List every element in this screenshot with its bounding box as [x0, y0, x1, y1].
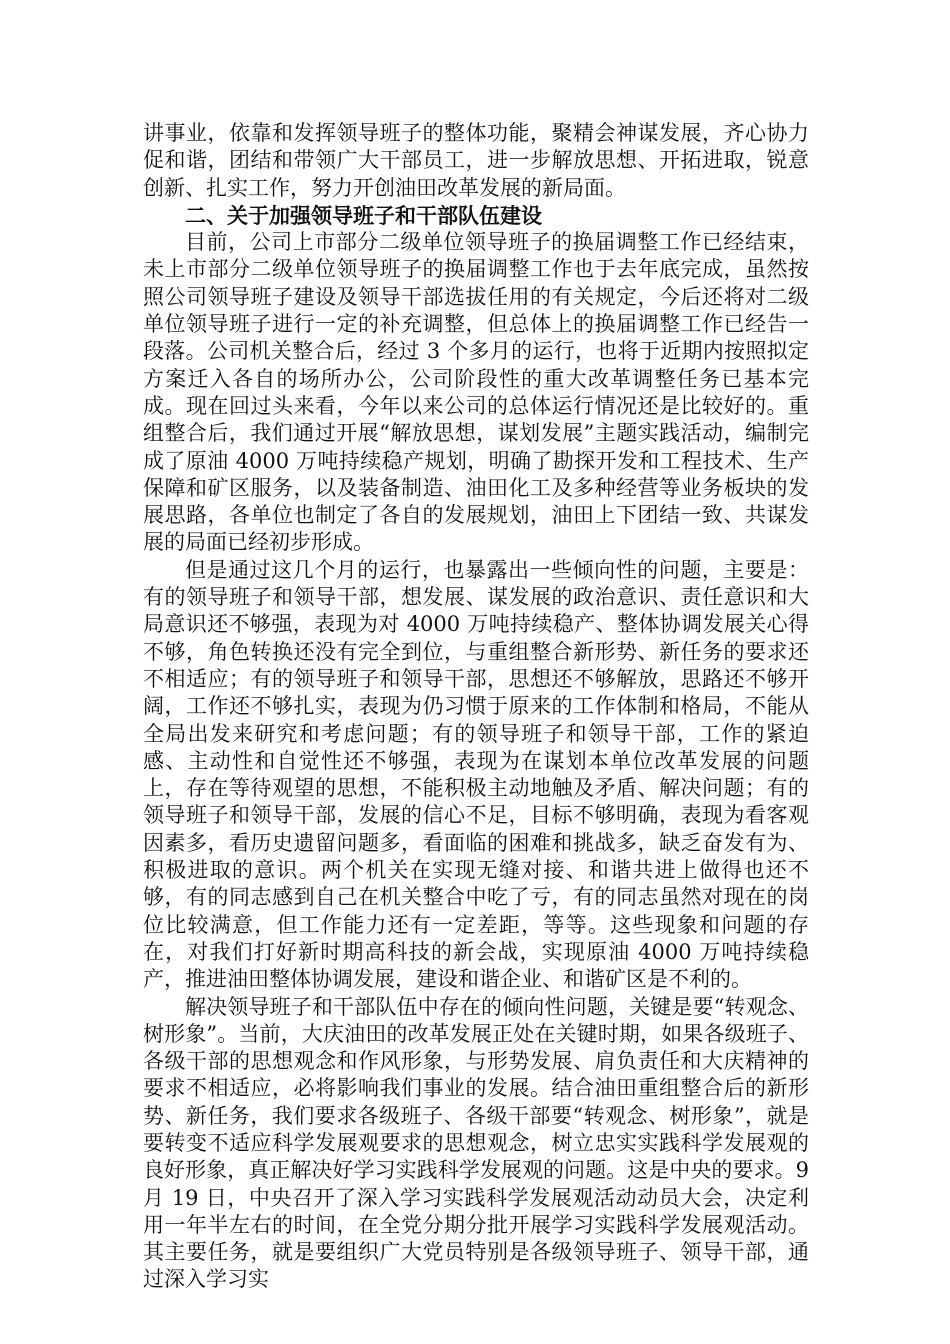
document-body [143, 120, 809, 1294]
body-paragraph-1: 目前，公司上市部分二级单位领导班子的换届调整工作已经结束，未上市部分二级单位领导班子的换届调整工作也于去年底完成，虽然按照公司领导班子建设及领导干部选拔任用的有关规定，今后还将对二级单位领导班子进行一定的补充调整，但总体上的换届调整工作已经告一段落。公司机关整合后，经过 3 个多月的运行，也将于近期内按照拟定方案迁入各自的场所办公，公司阶段性的重大改革调整任务已基本完成。现在回过头来看，今年以来公司的总体运行情况还是比较好的。重组整合后，我们通过开展“解放思想，谋划发展”主题实践活动，编制完成了原油 4000 万吨持续稳产规划，明确了勘探开发和工程技术、生产保障和矿区服务，以及装备制造、油田化工及多种经营等业务板块的发展思路，各单位也制定了各自的发展规划，油田上下团结一致、共谋发展的局面已经初步形成。 [143, 230, 809, 555]
continuation-paragraph: 讲事业，依靠和发挥领导班子的整体功能，聚精会神谋发展，齐心协力促和谐，团结和带领广大干部员工，进一步解放思想、开拓进取，锐意创新、扎实工作，努力开创油田改革发展的新局面。 [143, 121, 809, 200]
body-paragraph-3: 解决领导班子和干部队伍中存在的倾向性问题，关键是要“转观念、树形象”。当前，大庆油田的改革发展正处在关键时期，如果各级班子、各级干部的思想观念和作风形象，与形势发展、肩负责任和大庆精神的要求不相适应，必将影响我们事业的发展。结合油田重组整合后的新形势、新任务，我们要求各级班子、各级干部要“转观念、树形象”，就是要转变不适应科学发展观要求的思想观念，树立忠实实践科学发展观的良好形象，真正解决好学习实践科学发展观的问题。这是中央的要求。9 月 19 日，中央召开了深入学习实践科学发展观活动动员大会，决定利用一年半左右的时间，在全党分期分批开展学习实践科学发展观活动。其主要任务，就是要组织广大党员特别是各级领导班子、领导干部，通过深入学习实 [143, 994, 809, 1292]
section-heading: 二、关于加强领导班子和干部队伍建设 [185, 202, 542, 228]
body-paragraph-2: 但是通过这几个月的运行，也暴露出一些倾向性的问题，主要是：有的领导班子和领导干部，想发展、谋发展的政治意识、责任意识和大局意识还不够强，表现为对 4000 万吨持续稳产、整体协调发展关心得不够，角色转换还没有完全到位，与重组整合新形势、新任务的要求还不相适应；有的领导班子和领导干部，思想还不够解放，思路还不够开阔，工作还不够扎实，表现为仍习惯于原来的工作体制和格局，不能从全局出发来研究和考虑问题；有的领导班子和领导干部，工作的紧迫感、主动性和自觉性还不够强，表现为在谋划本单位改革发展的问题上，存在等待观望的思想，不能积极主动地触及矛盾、解决问题；有的领导班子和领导干部，发展的信心不足，目标不够明确，表现为看客观因素多，看历史遗留问题多，看面临的困难和挑战多，缺乏奋发有为、积极进取的意识。两个机关在实现无缝对接、和谐共进上做得也还不够，有的同志感到自己在机关整合中吃了亏，有的同志虽然对现在的岗位比较满意，但工作能力还有一定差距，等等。这些现象和问题的存在，对我们打好新时期高科技的新会战，实现原油 4000 万吨持续稳产，推进油田整体协调发展，建设和谐企业、和谐矿区是不利的。 [143, 557, 809, 992]
